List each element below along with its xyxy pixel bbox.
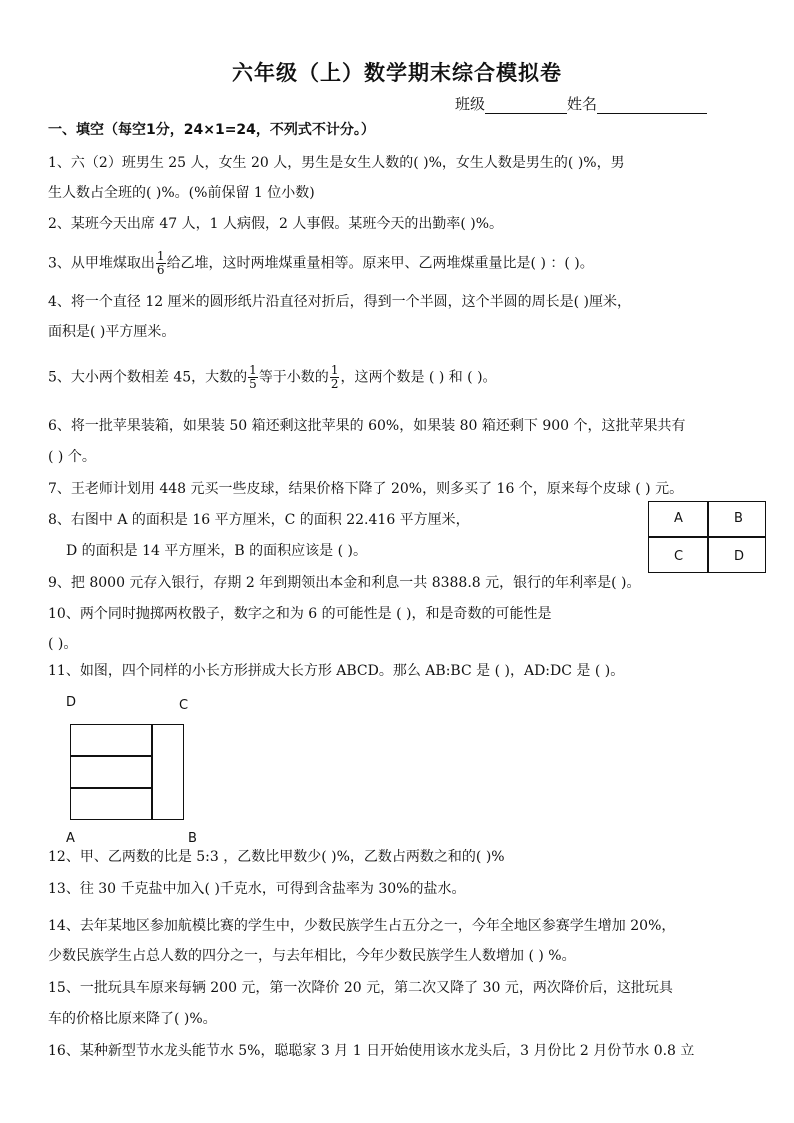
name-label: 姓名 [567,95,598,113]
frac-num: 1 [330,363,339,377]
frac-den: 5 [249,377,257,391]
fraction-one-half [330,364,340,391]
frac-num: 1 [249,363,257,377]
rect-horizontal-line-2 [71,787,151,789]
question-7: 7、王老师计划用 448 元买一些皮球，结果价格下降了 20%，则多买了 16 个，原来每个皮球 ( ) 元。 [48,481,684,497]
point-label-a: A [66,831,75,846]
question-14-line-2: 少数民族学生占总人数的四分之一，与去年相比，今年少数民族学生人数增加 ( ) %。 [48,948,576,964]
class-blank [485,97,567,114]
question-12: 12、甲、乙两数的比是 5:3 ，乙数比甲数少( )%，乙数占两数之和的( )% [48,849,505,865]
question-10-line-2: ( )。 [48,636,78,652]
question-8-line-1: 8、右图中 A 的面积是 16 平方厘米，C 的面积 22.416 平方厘米， [48,512,470,528]
rect-horizontal-line-1 [71,755,151,757]
question-2: 2、某班今天出席 47 人，1 人病假，2 人事假。某班今天的出勤率( )%。 [48,216,504,232]
question-3-pre: 3、从甲堆煤取出 [48,255,155,272]
section-heading: 一、填空（每空1分，24×1=24，不列式不计分。） [48,122,375,138]
grid-horizontal-line [649,536,765,538]
question-9: 9、把 8000 元存入银行，存期 2 年到期领出本金和利息一共 8388.8 元，银行的年利率是( )。 [48,575,641,591]
cell-c: C [674,549,684,564]
cell-a: A [674,511,683,526]
question-13: 13、往 30 千克盐中加入( )千克水，可得到含盐率为 30%的盐水。 [48,881,466,897]
class-label: 班级 [455,95,486,113]
frac-den: 2 [330,377,339,391]
cell-b: B [734,511,743,526]
fraction-one-fifth [248,364,258,391]
question-11: 11、如图，四个同样的小长方形拼成大长方形 ABCD。那么 AB:BC 是 ( )，AD:DC 是 ( )。 [48,663,625,679]
question-15-line-2: 车的价格比原来降了( )%。 [48,1011,217,1027]
question-15-line-1: 15、一批玩具车原来每辆 200 元，第一次降价 20 元，第二次又降了 30 元，两次降价后，这批玩具 [48,980,673,996]
question-4-line-2: 面积是( )平方厘米。 [48,324,176,340]
page-title: 六年级（上）数学期末综合模拟卷 [232,61,562,85]
question-4-line-1: 4、将一个直径 12 厘米的圆形纸片沿直径对折后，得到一个半圆，这个半圆的周长是( )厘米， [48,294,631,310]
frac-num: 1 [156,249,165,263]
rectangle-abcd-figure [70,724,184,820]
question-14-line-1: 14、去年某地区参加航模比赛的学生中，少数民族学生占五分之一，今年全地区参赛学生增加 20%， [48,918,676,934]
point-label-b: B [188,831,197,846]
point-label-d: D [66,695,77,710]
question-5-pre: 5、大小两个数相差 45，大数的 [48,369,248,386]
question-5 [48,364,497,391]
frac-den: 6 [156,263,165,277]
question-8-line-2: D 的面积是 14 平方厘米，B 的面积应该是 ( )。 [66,543,367,559]
question-1-line-2: 生人数占全班的( )%。(%前保留 1 位小数) [48,185,315,201]
name-blank [597,97,707,114]
question-3 [48,250,594,277]
question-1-line-1: 1、六（2）班男生 25 人，女生 20 人，男生是女生人数的( )%，女生人数是男生的( )%，男 [48,155,625,171]
cell-d: D [734,549,745,564]
area-grid-figure [648,501,766,573]
point-label-c: C [179,698,189,713]
question-6-line-2: ( ) 个。 [48,449,96,465]
question-10-line-1: 10、两个同时抛掷两枚骰子，数字之和为 6 的可能性是 ( )，和是奇数的可能性是 [48,606,552,622]
question-5-post: ，这两个数是 ( ) 和 ( )。 [340,369,497,386]
fraction-one-sixth [156,250,166,277]
rect-vertical-line [151,725,153,819]
question-16-line-1: 16、某种新型节水龙头能节水 5%，聪聪家 3 月 1 日开始使用该水龙头后，3 月份比 2 月份节水 0.8 立 [48,1043,695,1059]
question-5-mid: 等于小数的 [258,369,329,386]
question-6-line-1: 6、将一批苹果装箱，如果装 50 箱还剩这批苹果的 60%，如果装 80 箱还剩下 900 个，这批苹果共有 [48,418,686,434]
question-3-post: 给乙堆，这时两堆煤重量相等。原来甲、乙两堆煤重量比是( ) ：( )。 [166,255,594,272]
class-name-line [455,93,707,114]
